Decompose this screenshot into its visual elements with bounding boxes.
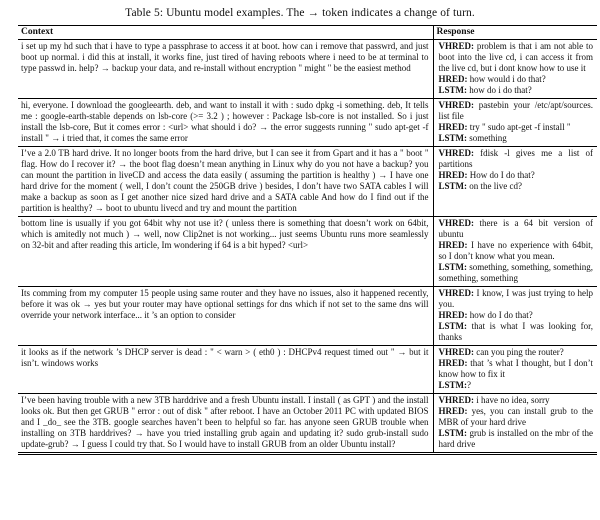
vhred-label: VHRED: (438, 347, 474, 357)
table-row-4 (18, 217, 597, 287)
vhred-text: can you ping the router? (474, 347, 564, 357)
response-column-header: Response (433, 26, 597, 40)
hred-text: how do I do that? (467, 310, 533, 320)
response-cell (433, 217, 597, 287)
lstm-text: something, something, something, something, something (438, 262, 594, 283)
context-cell: i set up my hd such that i have to type a passphrase to access it at boot. how can i remove that passwrd, and just boot up normal. i did this at install, it works fine, just tired of having reboots where i need to be at terminal to type passwd in. help? → backup your data, and re-install without encryption " might " be the easiest method (18, 40, 433, 99)
lstm-label: LSTM: (438, 428, 468, 438)
hred-response (439, 358, 594, 380)
vhred-text: fdisk -l gives me a list of partitions (438, 148, 593, 169)
lstm-label: LSTM: (438, 321, 468, 331)
hred-text: yes, you can install grub to the MBR of your hard drive (438, 406, 593, 427)
context-cell: Its comming from my computer 15 people using same router and they have no issues, also it happened recently, before it was ok → yes but your router may have optional settings for dns which if not set to the same dns will override your network interface... it ’s an option to consider (18, 287, 433, 346)
vhred-text: there is a 64 bit version of ubuntu (438, 218, 593, 239)
lstm-text: grub is installed on the mbr of the hard drive (438, 428, 593, 449)
paper-page (0, 7, 600, 520)
vhred-label: VHRED: (438, 288, 474, 298)
table-row-3 (18, 147, 597, 217)
lstm-response (439, 262, 594, 284)
response-cell (433, 40, 597, 99)
lstm-label: LSTM: (438, 262, 468, 272)
hred-response (439, 406, 594, 428)
table-row-2 (18, 99, 597, 147)
vhred-text: pastebin your /etc/apt/sources. list file (438, 100, 593, 121)
hred-label: HRED: (438, 122, 468, 132)
lstm-label: LSTM: (438, 181, 468, 191)
response-cell (433, 394, 597, 454)
lstm-label: LSTM: (438, 85, 468, 95)
vhred-response (439, 100, 594, 122)
lstm-text: on the live cd? (467, 181, 522, 191)
response-cell (433, 99, 597, 147)
context-cell: bottom line is usually if you got 64bit why not use it? ( unless there is something that doesn’t work on 64bit, which is amitedly not much ) → well, now Clip2net is not working... just seems Ubuntu runs more seamlessly on 32-bit and after reading this article, Im wondering if 64 is a bit hyped? <url> (18, 217, 433, 287)
hred-response (439, 170, 594, 181)
hred-response (439, 74, 594, 85)
context-cell: hi, everyone. I download the googleearth. deb, and want to install it with : sudo dpkg -i something. deb, It tells me : google-earth-stable depends on lsb-core (>= 3.2 ) ; however : Package lsb-core is not installed. So i just install the lsb-core, But it comes error : <url> what should i do? → the error suggests running " sudo apt-get -f install " → i tried that, it comes the same error (18, 99, 433, 147)
hred-response (439, 122, 594, 133)
table-caption: Table 5: Ubuntu model examples. The → token indicates a change of turn. (125, 7, 475, 19)
hred-text: How do I do that? (467, 170, 535, 180)
context-cell: I’ve a 2.0 TB hard drive. It no longer boots from the hard drive, but I can see it from Gpart and it has a " boot " flag. How do I recover it? → the boot flag doesn’t mean anything in Linux why do you not have a backup? you can mount the partition in liveCD and access the data easily ( assuming the partition is healthy ) → I have one hard drive for the moment ( well, I don’t count the 250GB drive ) besides, I don’t have two SATA cables I will make a backup as soon as I get another nice sized hard drive and a SATA cable And how do I find out if the partition is healthy? → boot to ubuntu livecd and try and mount the partition (18, 147, 433, 217)
lstm-response (439, 181, 594, 192)
hred-text: I have no experience with 64bit, so I don’t know what you mean. (438, 240, 593, 261)
lstm-label: LSTM: (438, 133, 468, 143)
vhred-response (439, 395, 594, 406)
vhred-text: i have no idea, sorry (474, 395, 550, 405)
table-body (18, 40, 597, 454)
vhred-label: VHRED: (438, 41, 474, 51)
examples-table (18, 25, 597, 455)
vhred-response (439, 347, 594, 358)
vhred-text: problem is that i am not able to boot into the live cd, i can access it from the live cd, but i dont know how to use it (438, 41, 593, 73)
vhred-text: I know, I was just trying to help you. (438, 288, 593, 309)
lstm-response (439, 133, 594, 144)
vhred-label: VHRED: (438, 100, 474, 110)
context-cell: I’ve been having trouble with a new 3TB harddrive and a fresh Ubuntu install. I install ( as GPT ) and the install looks ok. But then get GRUB " error : out of disk " after reboot. I have an October 2011 PC with updated BIOS and I _do_ see the 3TB. google searches haven’t been to helpful so far. has anyone seen GRUB trouble when installing on 3TB harddrives? → have you tried installing grub again and updating it? sudo grub-install sudo update-grub? → I guess I could try that. So I would have to install GRUB from an older Ubuntu install? (18, 394, 433, 454)
hred-text: that ’s what I thought, but I don’t know how to fix it (438, 358, 593, 379)
vhred-label: VHRED: (438, 218, 474, 228)
response-cell (433, 147, 597, 217)
vhred-response (439, 288, 594, 310)
vhred-label: VHRED: (438, 148, 474, 158)
hred-label: HRED: (438, 170, 468, 180)
hred-label: HRED: (438, 406, 468, 416)
hred-label: HRED: (438, 74, 468, 84)
hred-label: HRED: (438, 310, 468, 320)
response-cell (433, 346, 597, 394)
lstm-label: LSTM: (438, 380, 468, 390)
lstm-response (439, 380, 594, 391)
response-cell (433, 287, 597, 346)
lstm-text: ? (467, 380, 472, 390)
lstm-text: that is what I was looking for, thanks (438, 321, 593, 342)
hred-text: try " sudo apt-get -f install " (467, 122, 571, 132)
lstm-response (439, 428, 594, 450)
vhred-response (439, 148, 594, 170)
hred-label: HRED: (438, 240, 468, 250)
vhred-label: VHRED: (438, 395, 474, 405)
lstm-text: something (467, 133, 507, 143)
context-cell: it looks as if the network ’s DHCP server is dead : " < warn > ( eth0 ) : DHCPv4 request timed out " → but it isn’t. windows works (18, 346, 433, 394)
lstm-response (439, 321, 594, 343)
hred-response (439, 240, 594, 262)
lstm-response (439, 85, 594, 96)
vhred-response (439, 41, 594, 74)
vhred-response (439, 218, 594, 240)
context-column-header: Context (18, 26, 433, 40)
hred-response (439, 310, 594, 321)
hred-text: how would i do that? (467, 74, 546, 84)
table-row-6 (18, 346, 597, 394)
table-row-7 (18, 394, 597, 454)
lstm-text: how do i do that? (467, 85, 532, 95)
hred-label: HRED: (438, 358, 468, 368)
table-row-1 (18, 40, 597, 99)
header-row (18, 26, 597, 40)
table-row-5 (18, 287, 597, 346)
